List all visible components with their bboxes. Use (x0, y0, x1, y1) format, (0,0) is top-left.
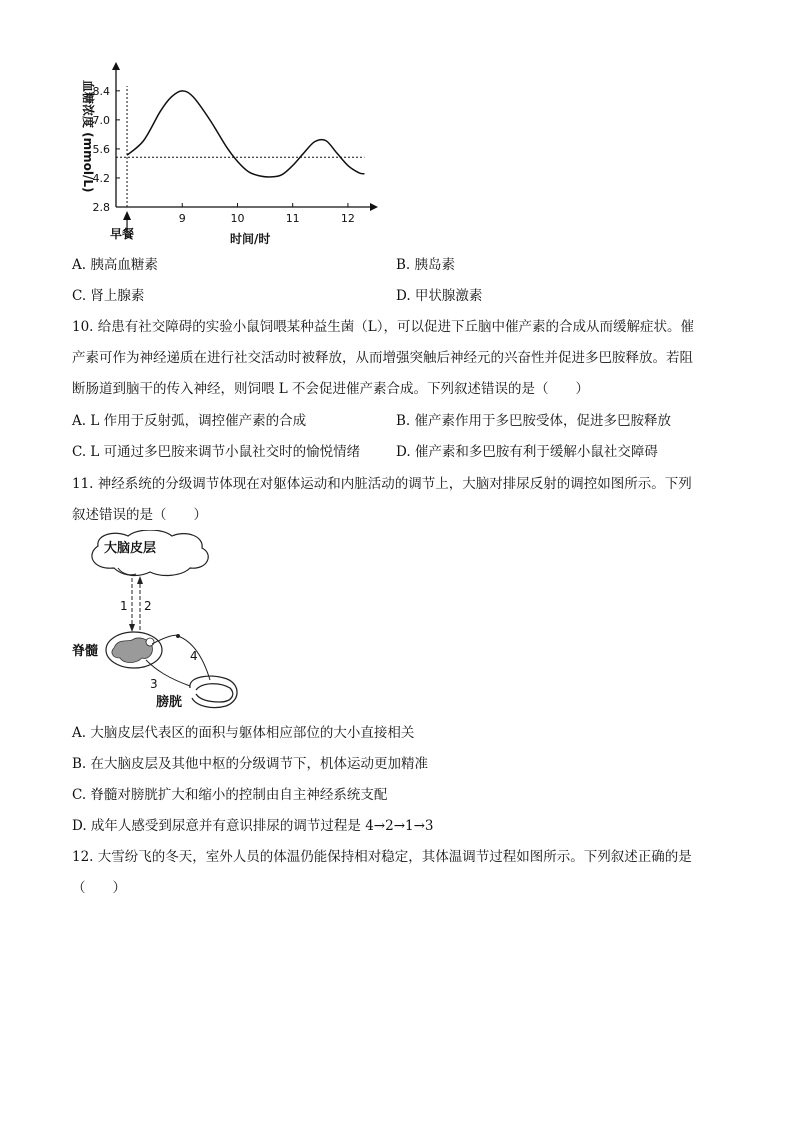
glucose-curve (127, 91, 364, 177)
breakfast-annotation: 早餐 (110, 227, 135, 241)
pathway-1-label: 1 (120, 599, 128, 613)
bladder-label: 膀胱 (156, 695, 183, 710)
blood-glucose-chart (70, 58, 390, 248)
q12-stem-line2: （ ） (72, 880, 126, 896)
y-tick-label: 8.4 (92, 84, 110, 98)
y-axis-arrow (112, 62, 120, 70)
pathway-4-label: 4 (190, 649, 198, 663)
q9-option-d: D. 甲状腺激素 (396, 288, 483, 304)
q10-option-d: D. 催产素和多巴胺有利于缓解小鼠社交障碍 (396, 444, 658, 460)
bladder-shape (190, 676, 237, 707)
y-tick-label: 4.2 (92, 171, 110, 185)
q10-option-a: A. L 作用于反射弧，调控催产素的合成 (72, 413, 307, 429)
micturition-reflex-diagram (72, 530, 247, 715)
x-tick-label: 11 (285, 212, 300, 225)
q9-option-b: B. 胰岛素 (396, 257, 456, 273)
cerebral-cortex-label: 大脑皮层 (104, 541, 157, 556)
q10-stem-line3: 断肠道到脑干的传入神经，则饲喂 L 不会促进催产素合成。下列叙述错误的是（ ） (72, 381, 590, 397)
pathway-3-label: 3 (150, 677, 158, 691)
pathway-2-label: 2 (144, 599, 152, 613)
q12-stem-line1: 12. 大雪纷飞的冬天，室外人员的体温仍能保持相对稳定，其体温调节过程如图所示。下列叙述正确的是 (72, 849, 692, 865)
q10-option-c: C. L 可通过多巴胺来调节小鼠社交时的愉悦情绪 (72, 444, 361, 460)
q11-option-c: C. 脊髓对膀胱扩大和缩小的控制由自主神经系统支配 (72, 787, 388, 803)
q9-option-a: A. 胰高血糖素 (72, 257, 158, 273)
y-axis-label: 血糖浓度 (mmol/L) (81, 80, 95, 193)
y-tick-label: 2.8 (92, 201, 110, 214)
q11-option-a: A. 大脑皮层代表区的面积与躯体相应部位的大小直接相关 (72, 725, 415, 741)
y-tick-label: 5.6 (92, 142, 110, 156)
q10-option-b: B. 催产素作用于多巴胺受体，促进多巴胺释放 (396, 413, 672, 429)
x-tick-label: 12 (340, 212, 355, 225)
spinal-cord-label: 脊髓 (72, 644, 99, 659)
q10-stem-line1: 10. 给患有社交障碍的实验小鼠饲喂某种益生菌（L），可以促进下丘脑中催产素的合成从而缓解症状。催 (72, 319, 694, 335)
q11-option-d: D. 成年人感受到尿意并有意识排尿的调节过程是 4→2→1→3 (72, 818, 434, 834)
q9-option-c: C. 肾上腺素 (72, 288, 145, 304)
x-tick-label: 10 (230, 212, 245, 225)
y-tick-label: 7.0 (92, 113, 110, 127)
x-axis-label: 时间/时 (230, 232, 271, 246)
x-axis-arrow (370, 203, 378, 211)
breakfast-arrow (123, 211, 131, 220)
q11-option-b: B. 在大脑皮层及其他中枢的分级调节下，机体运动更加精准 (72, 756, 429, 772)
q10-stem-line2: 产素可作为神经递质在进行社交活动时被释放，从而增强突触后神经元的兴奋性并促进多巴胺释放。若阻 (72, 350, 693, 366)
q11-stem-line1: 11. 神经系统的分级调节体现在对躯体运动和内脏活动的调节上，大脑对排尿反射的调控如图所示。下列 (72, 476, 692, 492)
q11-stem-line2: 叙述错误的是（ ） (72, 507, 207, 523)
x-tick-label: 9 (178, 212, 186, 225)
